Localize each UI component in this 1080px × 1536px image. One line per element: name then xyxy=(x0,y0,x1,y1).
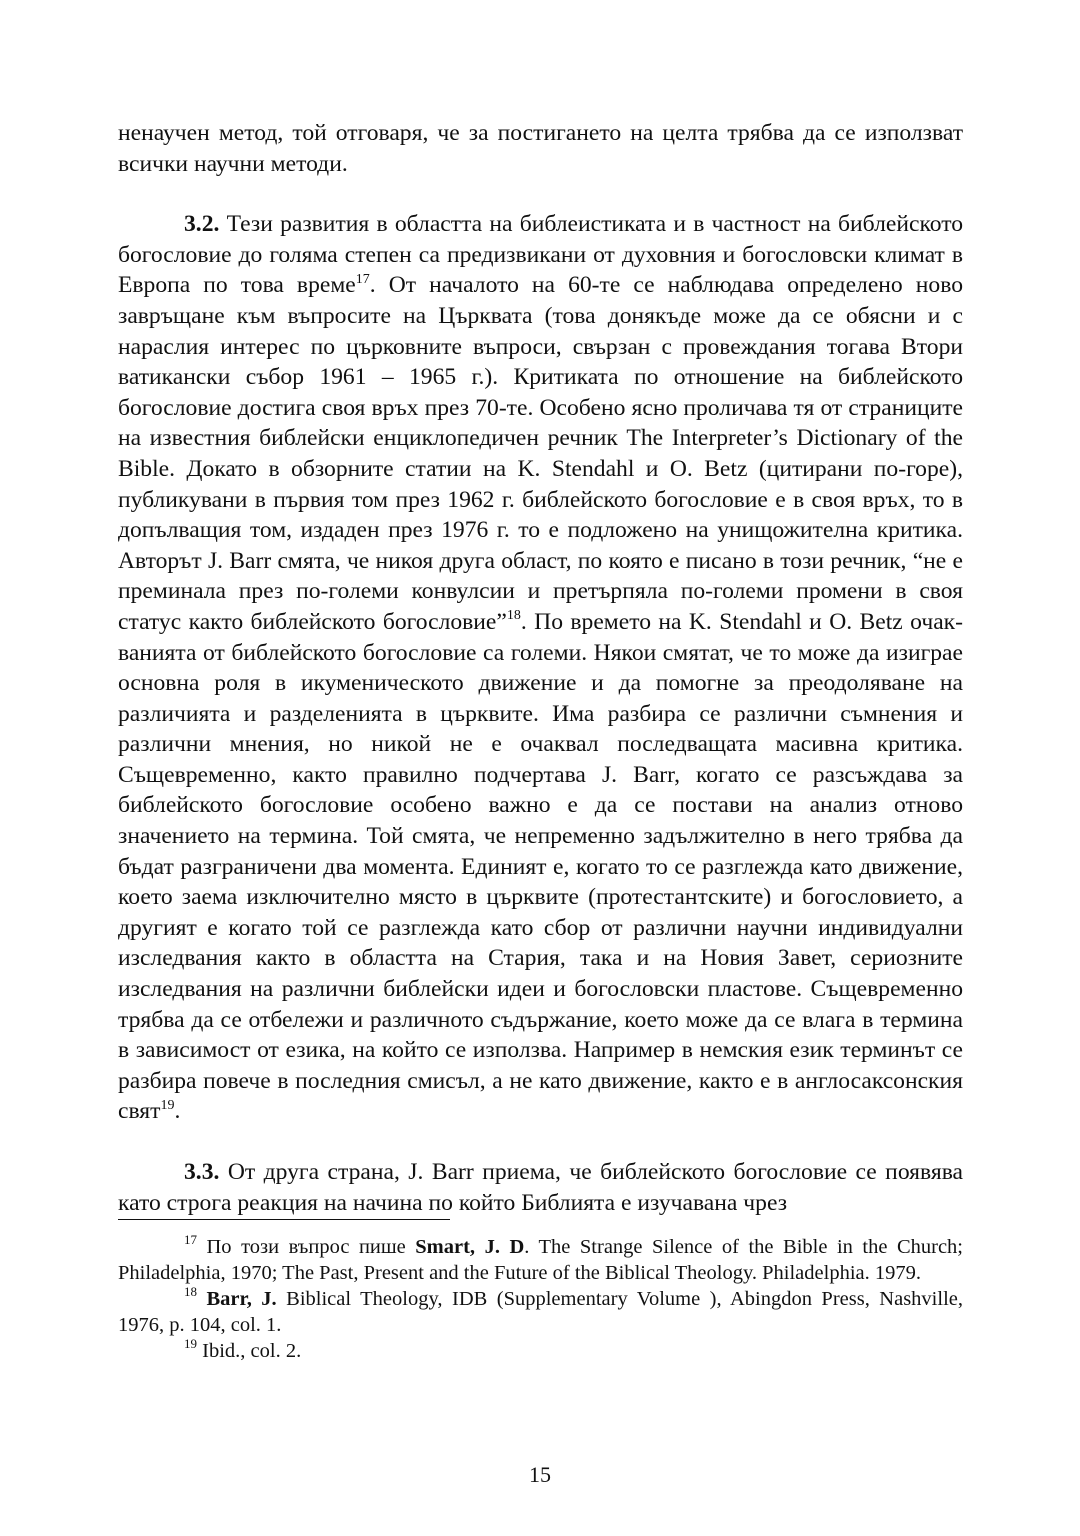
footnote-text: Ibid., col. 2. xyxy=(202,1340,302,1362)
paragraph-continuation: ненаучен метод, той отговаря, че за постигането на целта трябва да се използват всички научни методи. xyxy=(118,120,963,177)
paragraph-3-3 xyxy=(118,1157,963,1218)
footnote-separator xyxy=(118,1219,450,1220)
paragraph-text: . От началото на 60-те се наблюдава определено ново завръщане към въпросите на Църквата (това донякъде може да се обясни и с нараслия интерес по църковните въпроси, свързан с провеждания тогава Втори ватикански събор 1961 – 1965 г.). Критиката по отношение на библейското богословие достига своя връх през 70-те. Особено ясно проличава тя от страниците на известния библейски енциклопедичен речник The Interpreter’s Dictionary of the Bible. Докато в обзорните статии на K. Stendahl и O. Betz (цитирани по-горе), публикувани в първия том през 1962 г. библейското богословие е в своя връх, то в допълващия том, издаден през 1976 г. то е подложено на унищожителна критика. Авторът J. Barr смята, че никоя друга област, по която е писано в този речник, “не е преминала през по-големи конвулсии и претърпяла по-големи промени в своя статус както библейското богословие” xyxy=(118,272,963,635)
section-number: 3.2. xyxy=(184,211,220,238)
footnote-19 xyxy=(118,1338,963,1364)
footnote-text: Biblical Theology, IDB (Supplementary Volume ), Abingdon Press, Nashville, 1976, p. 104, col. 1. xyxy=(118,1288,963,1336)
paragraph-text: Тези развития в областта на библеистиката и в частност на библейското богословие до голяма степен са предизвикани от духовния и богословски климат в Европа по това време xyxy=(118,211,963,299)
footnotes xyxy=(118,1234,963,1364)
footnote-ref-18[interactable]: 18 xyxy=(506,608,521,624)
footnote-ref-19[interactable]: 19 xyxy=(160,1097,175,1113)
paragraph-text: . xyxy=(174,1098,181,1125)
footnote-number: 19 xyxy=(184,1336,197,1352)
footnote-ref-17[interactable]: 17 xyxy=(355,271,370,287)
page-body xyxy=(118,118,963,1218)
footnote-number: 18 xyxy=(184,1284,197,1300)
footnote-author: Smart, J. D xyxy=(415,1236,525,1258)
footnote-text: . The Strange Silence of the Bible in the Church; Philadelphia, 1970; The Past, Present and the Future of the Biblical Theology. Philadelphia. 1979. xyxy=(118,1236,963,1284)
footnote-18 xyxy=(118,1286,963,1338)
section-number: 3.3. xyxy=(184,1159,220,1185)
footnote-author: Barr, J. xyxy=(206,1288,277,1310)
paragraph-3-2 xyxy=(118,209,963,1127)
page-number: 15 xyxy=(529,1462,551,1487)
footnote-number: 17 xyxy=(184,1232,197,1248)
paragraph-text: От друга страна, J. Barr приема, че библейското богословие се появява като строга реакция на начина по който Библията е изучавана чрез xyxy=(118,1159,963,1216)
footnote-17 xyxy=(118,1234,963,1286)
footnote-text: По този въпрос пише xyxy=(197,1236,416,1258)
paragraph-text: . По времето на K. Stendahl и O. Betz очакванията от библейското богословие са големи. Някои смятат, че то може да изиграе основна роля в икуменическото движение и да помогне за преодоляване на различията и разделенията в църквите. Има разбира се различни съмнения и различни мнения, но никой не е очаквал последващата масивна критика. Същевременно, както правилно подчертава J. Barr, когато се разсъждава за библейското богословие особено важно е да се постави на анализ отново значението на термина. Той смята, че непременно задължително в него трябва да бъдат разграничени два момента. Единият е, когато то се разглежда като движение, което заема изключително място в църквите (протестантските) и богословието, а другият е когато той се разглежда като сбор от различни научни индивидуални изследвания както в областта на Стария, така и на Новия Завет, сериозните изследвания на различни библейски идеи и богословски пластове. Същевременно трябва да се отбележи и различното съдържание, което може да се влага в термина в зависимост от езика, на който се използва. Например в немския език терминът се разбира повече в последния смисъл, а не като движение, както е в англосаксонския свят xyxy=(118,608,963,1125)
